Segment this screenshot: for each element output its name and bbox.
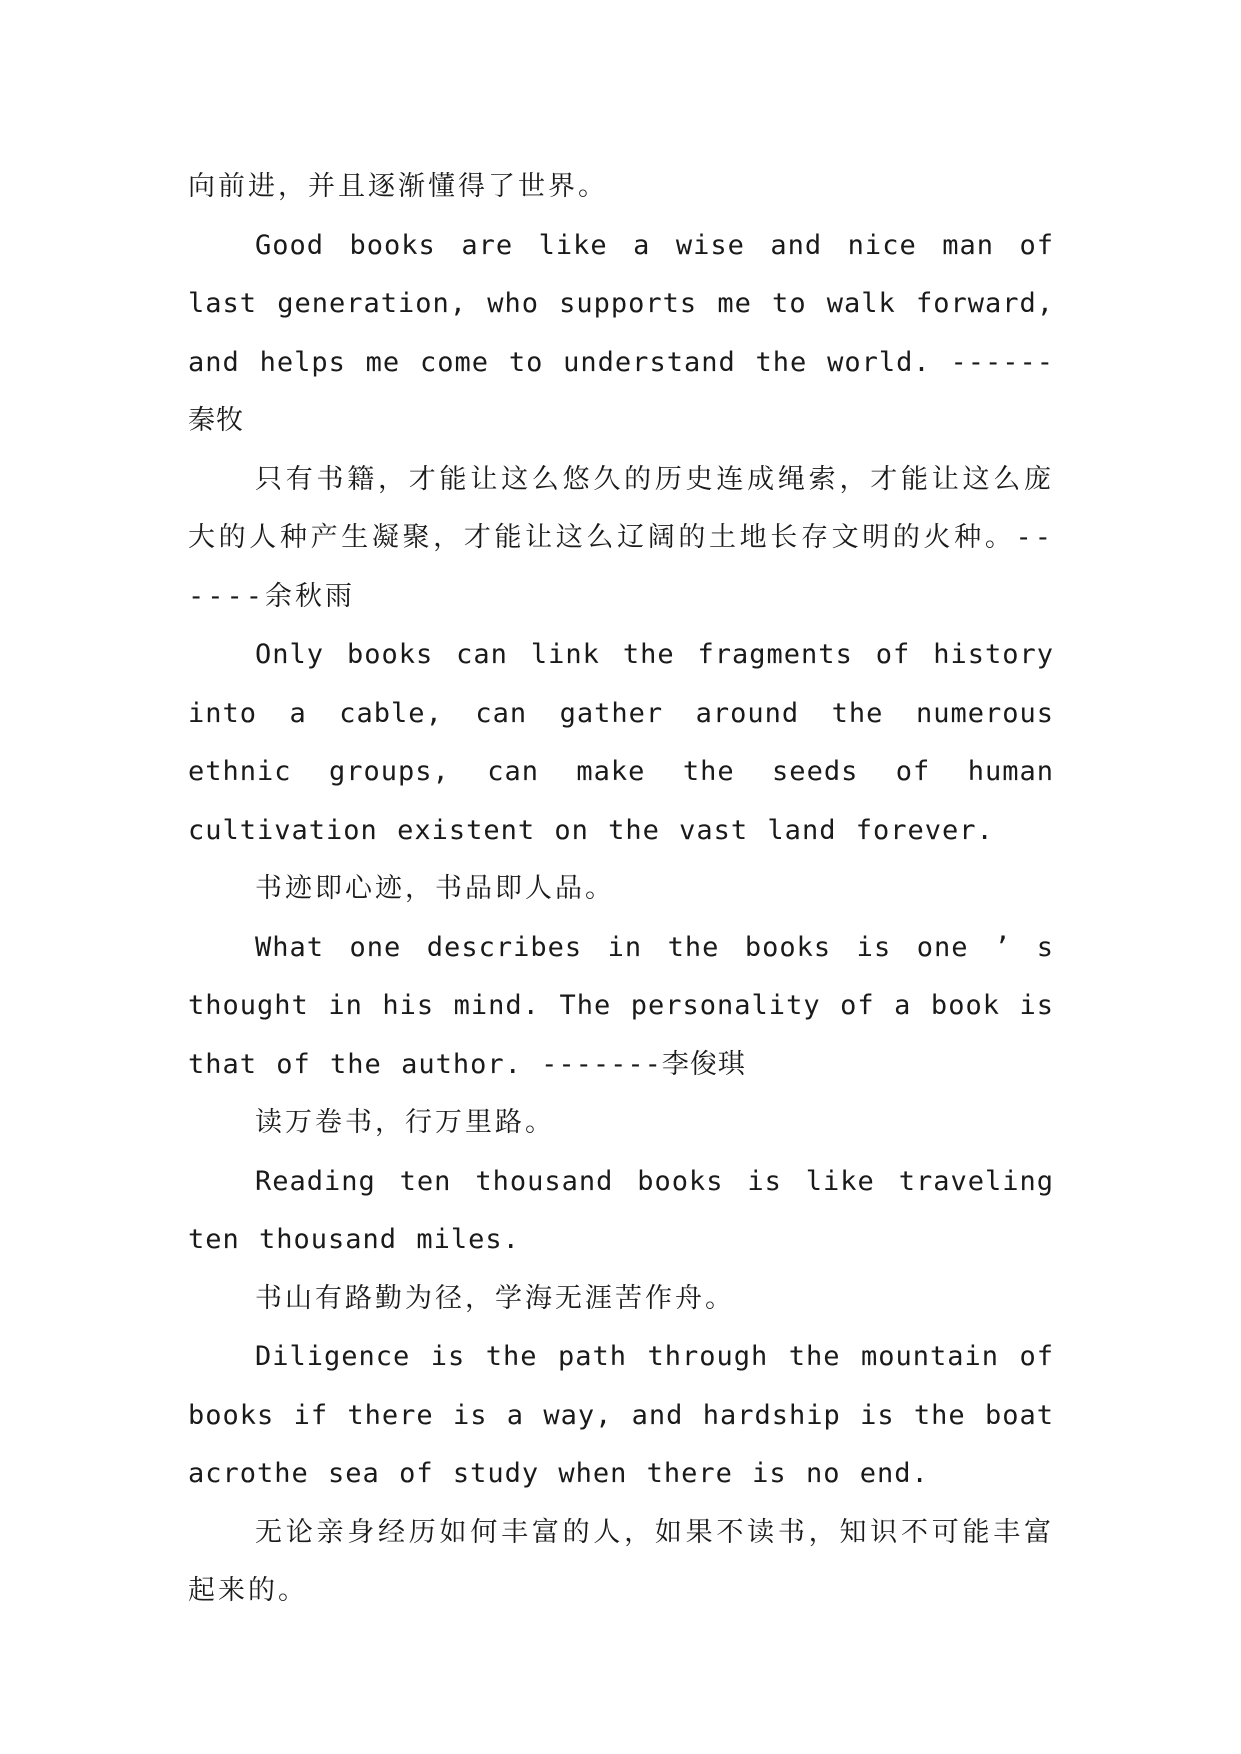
paragraph-cn: 书迹即心迹，书品即人品。 xyxy=(255,873,615,904)
paragraph-cn: 无论亲身经历如何丰富的人，如果不读书，知识不可能丰富起来的。 xyxy=(188,1516,1054,1606)
paragraph-en: Good books are like a wise and nice man of last generation, who supports me to walk forward, and helps me come to understand the world. ------秦牧 xyxy=(188,229,1054,436)
paragraph-cn: 向前进，并且逐渐懂得了世界。 xyxy=(188,171,608,202)
document-body xyxy=(188,158,1054,1621)
paragraph-en: Only books can link the fragments of history into a cable, can gather around the numerous ethnic groups, can make the seeds of human cultivation existent on the vast land forever. xyxy=(188,639,1054,846)
paragraph-en: Reading ten thousand books is like traveling ten thousand miles. xyxy=(188,1165,1054,1255)
paragraph-en: What one describes in the books is one ’ s thought in his mind. The personality of a book is that of the author. -------李俊琪 xyxy=(188,931,1054,1080)
paragraph-cn: 只有书籍，才能让这么悠久的历史连成绳索，才能让这么庞大的人种产生凝聚，才能让这么辽阔的土地长存文明的火种。------余秋雨 xyxy=(188,463,1054,612)
paragraph-en: Diligence is the path through the mountain of books if there is a way, and hardship is the boat acrothe sea of study when there is no end. xyxy=(188,1341,1054,1489)
paragraph-cn: 读万卷书，行万里路。 xyxy=(255,1107,555,1138)
paragraph-cn: 书山有路勤为径，学海无涯苦作舟。 xyxy=(255,1282,735,1314)
